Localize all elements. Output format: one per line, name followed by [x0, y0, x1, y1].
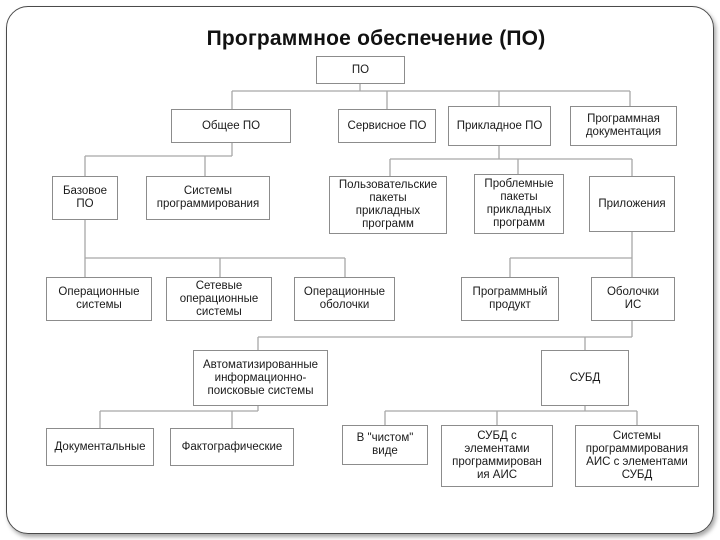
node-problemnye-pakety: Проблемные пакеты прикладных программ [474, 174, 564, 234]
node-setevye-os: Сетевые операционные системы [166, 277, 272, 321]
node-sistemy-programmirovaniya-ais: Системы программирования АИС с элементами СУБД [575, 425, 699, 487]
node-v-chistom-vide: В "чистом" виде [342, 425, 428, 465]
node-faktograficheskie: Фактографические [170, 428, 294, 466]
node-operacionnye-obolochki: Операционные оболочки [294, 277, 395, 321]
node-operacionnye-sistemy: Операционные системы [46, 277, 152, 321]
node-dokumentalnye: Документальные [46, 428, 154, 466]
node-polzovatelskie-pakety: Пользовательские пакеты прикладных программ [329, 176, 447, 234]
node-prikladnoe-po: Прикладное ПО [448, 106, 551, 146]
node-sistemy-programmirovaniya: Системы программирования [146, 176, 270, 220]
node-subd: СУБД [541, 350, 629, 406]
diagram-title: Программное обеспечение (ПО) [206, 27, 546, 50]
node-subd-s-elementami: СУБД с элементами программирован ия АИС [441, 425, 553, 487]
node-obolochki-is: Оболочки ИС [591, 277, 675, 321]
node-aips: Автоматизированные информационно- поисковые системы [193, 350, 328, 406]
node-prilozheniya: Приложения [589, 176, 675, 232]
node-po: ПО [316, 56, 405, 84]
node-servisnoe-po: Сервисное ПО [338, 109, 436, 143]
node-obshee-po: Общее ПО [171, 109, 291, 143]
node-programmnaya-dokumentaciya: Программная документация [570, 106, 677, 146]
node-programmnyi-produkt: Программный продукт [461, 277, 559, 321]
node-bazovoe-po: Базовое ПО [52, 176, 118, 220]
